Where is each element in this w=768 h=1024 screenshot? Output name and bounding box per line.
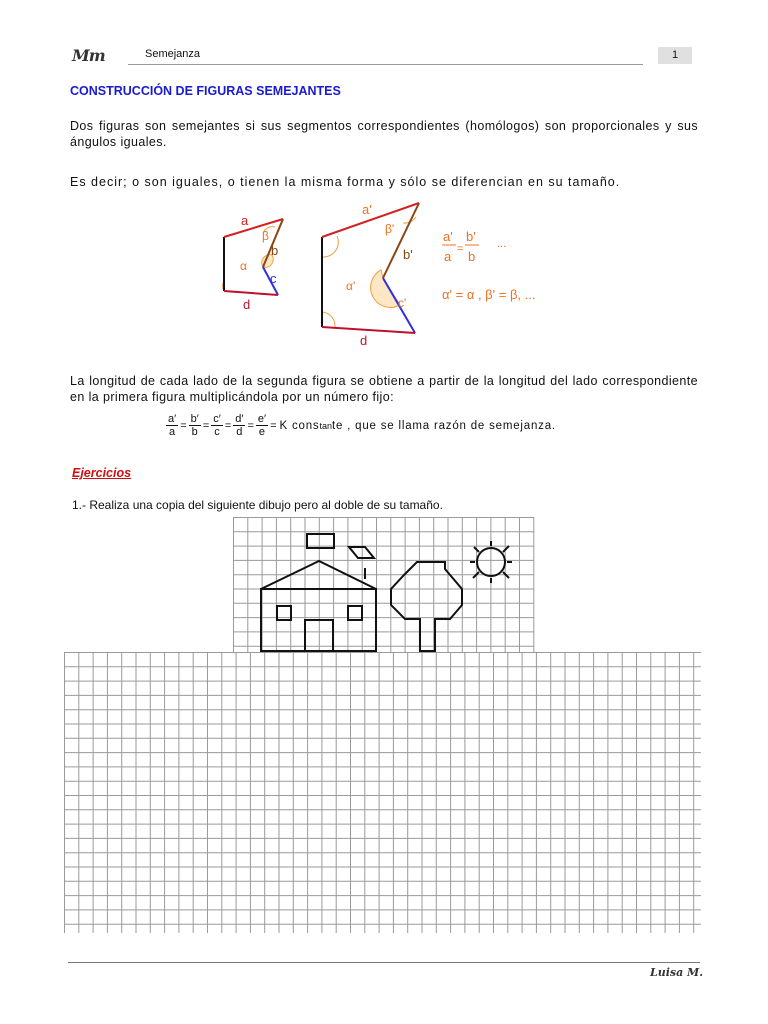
- logo: Mm: [72, 46, 105, 65]
- similarity-formula: $\frac{a'}{a}$ = $\frac{b'}{b}$ = $\frac{c'}{c}$ = $\frac{d'}{d}$ = $\frac{e'}{e}$ = K constante , que se llama razón de semejanza.: [168, 413, 556, 438]
- header-divider: [128, 64, 643, 65]
- page-number: 1: [658, 47, 692, 64]
- explanation-paragraph: Es decir; o son iguales, o tienen la misma forma y sólo se diferencian en su tamaño.: [70, 175, 621, 189]
- small-label-a: a: [241, 213, 249, 228]
- house-drawing: [261, 534, 376, 651]
- ratio-equals: =: [457, 243, 464, 255]
- header-title: Semejanza: [145, 48, 201, 60]
- large-figure: [322, 203, 419, 333]
- fraction-e: $\frac{e'}{e}$: [257, 413, 267, 438]
- large-label-c: c': [398, 296, 407, 310]
- ratio-den-a: a: [444, 249, 452, 264]
- angles-equality: α' = α , β' = β, ...: [442, 287, 536, 302]
- large-label-a: a': [362, 202, 372, 217]
- footer-author: Luisa M.: [650, 966, 704, 979]
- small-label-d: d: [243, 297, 251, 312]
- ratio-num-b: b': [466, 229, 476, 244]
- ratio-ellipsis: ...: [497, 238, 507, 250]
- tree-drawing: [391, 562, 462, 651]
- exercise-1-text: 1.- Realiza una copia del siguiente dibujo pero al doble de su tamaño.: [72, 498, 443, 512]
- section-title: CONSTRUCCIÓN DE FIGURAS SEMEJANTES: [70, 84, 341, 98]
- small-drawing-grid: [233, 517, 535, 653]
- ratio-den-b: b: [468, 249, 476, 264]
- large-label-alpha: α': [346, 279, 356, 293]
- formula-constant-text: K constante , que se llama razón de semejanza.: [279, 419, 556, 432]
- exercises-heading: Ejercicios: [72, 466, 132, 480]
- copy-drawing-grid[interactable]: [64, 652, 702, 934]
- large-label-beta: β': [385, 222, 395, 236]
- small-label-b: b: [271, 243, 279, 258]
- large-label-b: b': [403, 247, 413, 262]
- small-label-alpha: α: [240, 259, 247, 273]
- fraction-a: $\frac{a'}{a}$: [168, 413, 177, 438]
- small-label-c: c: [270, 271, 277, 286]
- proportion-paragraph: La longitud de cada lado de la segunda figura se obtiene a partir de la longitud del lado correspondiente en la primera figura multiplicándola por un número fijo:: [70, 374, 698, 404]
- ratio-num-a: a': [443, 229, 453, 244]
- definition-paragraph: Dos figuras son semejantes si sus segmentos correspondientes (homólogos) son proporcionales y sus ángulos iguales.: [70, 119, 698, 149]
- fraction-d: $\frac{d'}{d}$: [235, 413, 244, 438]
- large-label-d: d: [360, 333, 368, 348]
- fraction-b: $\frac{b'}{b}$: [190, 413, 199, 438]
- small-label-beta: β: [262, 229, 269, 243]
- fraction-c: $\frac{c'}{c}$: [213, 413, 221, 438]
- footer-divider: [68, 962, 700, 963]
- similar-figures-diagram: [215, 195, 575, 350]
